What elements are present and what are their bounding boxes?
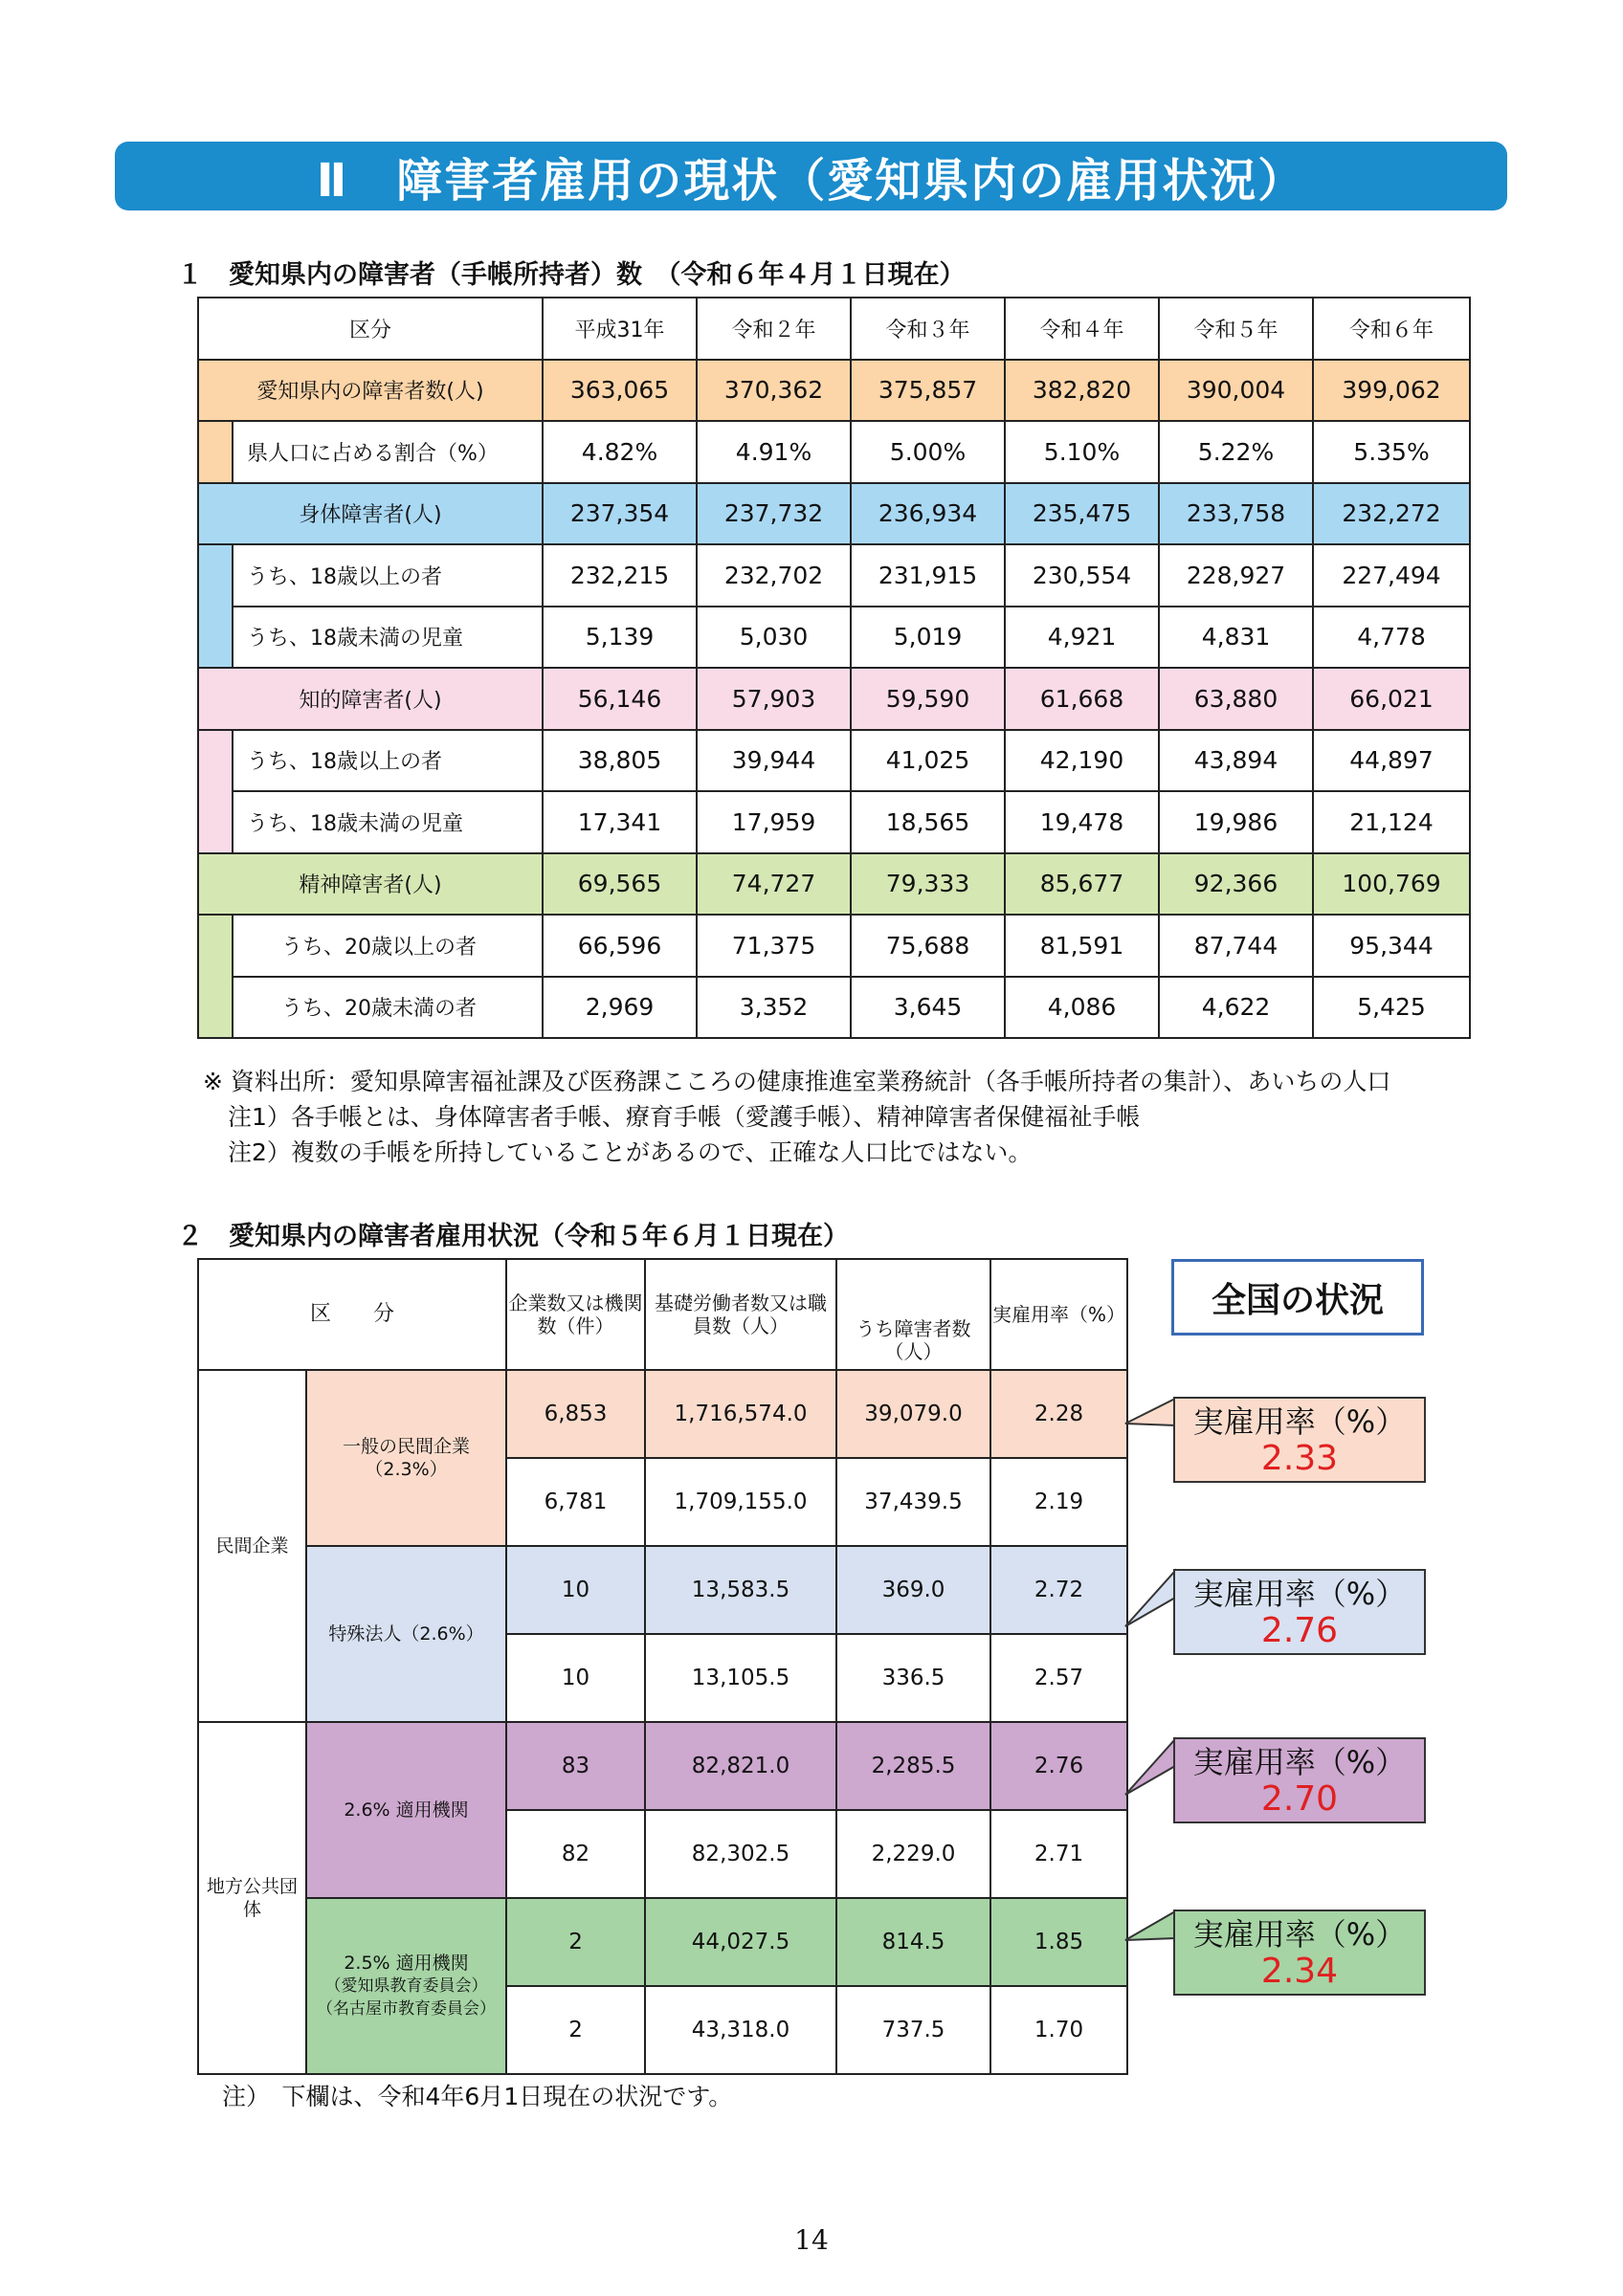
header-count: 企業数又は機関数（件）	[506, 1259, 645, 1370]
table-row	[198, 1370, 1127, 1458]
row-label: うち、20歳以上の者	[233, 915, 543, 977]
cell: 2.76	[990, 1722, 1127, 1810]
table-row	[198, 607, 1470, 669]
category-sub1: （愛知県教育委員会）	[324, 1976, 488, 1996]
cell: 19,986	[1159, 791, 1313, 853]
row-label: うち、20歳未満の者	[233, 977, 543, 1039]
category-label: 一般の民間企業（2.3%）	[306, 1370, 506, 1546]
cell: 95,344	[1313, 915, 1470, 977]
callout-value: 2.33	[1260, 1439, 1339, 1478]
section-banner	[115, 142, 1507, 210]
table-row	[198, 421, 1470, 483]
table-row	[198, 544, 1470, 607]
cell: 230,554	[1005, 544, 1159, 607]
row-label: うち、18歳以上の者	[233, 730, 543, 792]
cell: 1,709,155.0	[645, 1458, 836, 1546]
cell: 228,927	[1159, 544, 1313, 607]
disabled-count-table	[197, 297, 1471, 1039]
cell: 21,124	[1313, 791, 1470, 853]
header-category: 区 分	[198, 1259, 506, 1370]
cell: 63,880	[1159, 668, 1313, 730]
header-year: 令和５年	[1159, 298, 1313, 360]
callout-label: 実雇用率（%）	[1192, 1916, 1407, 1953]
section2-title: ２ 愛知県内の障害者雇用状況（令和５年６月１日現在）	[177, 1222, 849, 1251]
cell: 2,285.5	[836, 1722, 990, 1810]
cell: 2.71	[990, 1810, 1127, 1898]
cell: 814.5	[836, 1898, 990, 1986]
cell: 19,478	[1005, 791, 1159, 853]
national-rate-callout-private	[1173, 1397, 1426, 1483]
cell: 1,716,574.0	[645, 1370, 836, 1458]
category-label: 特殊法人（2.6%）	[306, 1546, 506, 1722]
row-label: 県人口に占める割合（%）	[233, 421, 543, 483]
table-row	[198, 791, 1470, 853]
cell: 59,590	[851, 668, 1005, 730]
cell: 6,853	[506, 1370, 645, 1458]
cell: 83	[506, 1722, 645, 1810]
cell: 232,215	[543, 544, 697, 607]
table-row	[198, 668, 1470, 730]
cell: 235,475	[1005, 483, 1159, 545]
national-status-title: 全国の状況	[1171, 1259, 1424, 1336]
cell: 232,272	[1313, 483, 1470, 545]
note-source: ※ 資料出所：愛知県障害福祉課及び医務課こころの健康推進室業務統計（各手帳所持者の集計）、あいちの人口	[203, 1068, 1391, 1095]
group-local: 地方公共団体	[198, 1722, 306, 2074]
header-rate: 実雇用率（%）	[990, 1259, 1127, 1370]
callout-value: 2.70	[1260, 1779, 1339, 1819]
cell: 42,190	[1005, 730, 1159, 792]
cell: 3,645	[851, 977, 1005, 1039]
national-rate-callout-special	[1173, 1569, 1426, 1655]
callout-label: 実雇用率（%）	[1192, 1744, 1407, 1780]
cell: 17,341	[543, 791, 697, 853]
cell: 37,439.5	[836, 1458, 990, 1546]
header-year: 平成31年	[543, 298, 697, 360]
row-label: 知的障害者(人)	[198, 668, 543, 730]
table-row	[198, 853, 1470, 916]
cell: 82,821.0	[645, 1722, 836, 1810]
category-sub2: （名古屋市教育委員会）	[317, 1999, 496, 2019]
cell: 2.19	[990, 1458, 1127, 1546]
cell: 13,105.5	[645, 1634, 836, 1722]
cell: 41,025	[851, 730, 1005, 792]
cell: 87,744	[1159, 915, 1313, 977]
cell: 1.85	[990, 1898, 1127, 1986]
cell: 3,352	[697, 977, 851, 1039]
national-rate-callout-25	[1173, 1910, 1426, 1996]
row-label: うち、18歳未満の児童	[233, 791, 543, 853]
cell: 2.57	[990, 1634, 1127, 1722]
group-bar	[198, 915, 233, 977]
table-row	[198, 977, 1470, 1039]
cell: 1.70	[990, 1986, 1127, 2074]
cell: 4.91%	[697, 421, 851, 483]
group-bar	[198, 421, 233, 483]
section1-notes	[203, 1064, 1390, 1170]
note-2: 注2）複数の手帳を所持していることがあるので、正確な人口比ではない。	[228, 1138, 1033, 1166]
category-label: 2.5% 適用機関	[344, 1953, 469, 1974]
note-1: 注1）各手帳とは、身体障害者手帳、療育手帳（愛護手帳）、精神障害者保健福祉手帳	[228, 1103, 1141, 1131]
cell: 85,677	[1005, 853, 1159, 916]
cell: 237,354	[543, 483, 697, 545]
cell: 82,302.5	[645, 1810, 836, 1898]
group-bar	[198, 977, 233, 1039]
category-label-education	[306, 1898, 506, 2074]
cell: 370,362	[697, 360, 851, 422]
table-row	[198, 730, 1470, 792]
table-row	[198, 1722, 1127, 1810]
cell: 57,903	[697, 668, 851, 730]
cell: 5,425	[1313, 977, 1470, 1039]
cell: 44,897	[1313, 730, 1470, 792]
table-header-row	[198, 1259, 1127, 1370]
callout-value: 2.76	[1260, 1611, 1339, 1650]
callout-pointer	[1122, 1569, 1179, 1607]
section1-title: １ 愛知県内の障害者（手帳所持者）数 （令和６年４月１日現在）	[177, 260, 966, 290]
group-bar	[198, 607, 233, 669]
header-year: 令和６年	[1313, 298, 1470, 360]
cell: 61,668	[1005, 668, 1159, 730]
table-row	[198, 1898, 1127, 1986]
cell: 5,030	[697, 607, 851, 669]
cell: 44,027.5	[645, 1898, 836, 1986]
group-bar	[198, 544, 233, 607]
header-year: 令和２年	[697, 298, 851, 360]
cell: 75,688	[851, 915, 1005, 977]
cell: 399,062	[1313, 360, 1470, 422]
cell: 100,769	[1313, 853, 1470, 916]
cell: 4.82%	[543, 421, 697, 483]
callout-pointer	[1122, 1397, 1179, 1435]
cell: 79,333	[851, 853, 1005, 916]
cell: 4,831	[1159, 607, 1313, 669]
cell: 56,146	[543, 668, 697, 730]
page-number: 14	[794, 2224, 829, 2256]
table-row	[198, 483, 1470, 545]
cell: 6,781	[506, 1458, 645, 1546]
cell: 227,494	[1313, 544, 1470, 607]
group-bar	[198, 730, 233, 792]
cell: 5,019	[851, 607, 1005, 669]
row-label: うち、18歳以上の者	[233, 544, 543, 607]
cell: 237,732	[697, 483, 851, 545]
group-private: 民間企業	[198, 1370, 306, 1722]
cell: 39,944	[697, 730, 851, 792]
cell: 71,375	[697, 915, 851, 977]
cell: 336.5	[836, 1634, 990, 1722]
cell: 17,959	[697, 791, 851, 853]
cell: 390,004	[1159, 360, 1313, 422]
cell: 2	[506, 1898, 645, 1986]
table-row	[198, 1546, 1127, 1634]
cell: 66,596	[543, 915, 697, 977]
cell: 38,805	[543, 730, 697, 792]
header-disabled	[836, 1259, 990, 1370]
table-row	[198, 360, 1470, 422]
cell: 233,758	[1159, 483, 1313, 545]
cell: 5.35%	[1313, 421, 1470, 483]
header-year: 令和３年	[851, 298, 1005, 360]
callout-pointer	[1122, 1910, 1179, 1948]
row-label: うち、18歳未満の児童	[233, 607, 543, 669]
cell: 5.00%	[851, 421, 1005, 483]
row-label: 身体障害者(人)	[198, 483, 543, 545]
cell: 10	[506, 1546, 645, 1634]
cell: 4,778	[1313, 607, 1470, 669]
cell: 737.5	[836, 1986, 990, 2074]
cell: 2	[506, 1986, 645, 2074]
cell: 92,366	[1159, 853, 1313, 916]
cell: 10	[506, 1634, 645, 1722]
cell: 39,079.0	[836, 1370, 990, 1458]
group-bar	[198, 791, 233, 853]
cell: 81,591	[1005, 915, 1159, 977]
callout-value: 2.34	[1260, 1952, 1339, 1991]
employment-table	[197, 1258, 1128, 2075]
cell: 375,857	[851, 360, 1005, 422]
section2-footnote: 注） 下欄は、令和4年6月1日現在の状況です。	[222, 2083, 733, 2110]
row-label: 愛知県内の障害者数(人)	[198, 360, 543, 422]
callout-label: 実雇用率（%）	[1192, 1403, 1407, 1440]
banner-title: Ⅱ 障害者雇用の現状（愛知県内の雇用状況）	[316, 153, 1306, 208]
cell: 5,139	[543, 607, 697, 669]
cell: 18,565	[851, 791, 1005, 853]
header-year: 令和４年	[1005, 298, 1159, 360]
cell: 5.22%	[1159, 421, 1313, 483]
cell: 2.72	[990, 1546, 1127, 1634]
cell: 382,820	[1005, 360, 1159, 422]
cell: 69,565	[543, 853, 697, 916]
cell: 2,969	[543, 977, 697, 1039]
cell: 369.0	[836, 1546, 990, 1634]
cell: 4,086	[1005, 977, 1159, 1039]
cell: 4,921	[1005, 607, 1159, 669]
callout-label: 実雇用率（%）	[1192, 1576, 1407, 1612]
table-header-row	[198, 298, 1470, 360]
cell: 236,934	[851, 483, 1005, 545]
cell: 232,702	[697, 544, 851, 607]
header-disabled-label: うち障害者数（人）	[856, 1317, 971, 1363]
cell: 74,727	[697, 853, 851, 916]
cell: 231,915	[851, 544, 1005, 607]
table-row	[198, 915, 1470, 977]
cell: 4,622	[1159, 977, 1313, 1039]
cell: 43,894	[1159, 730, 1313, 792]
cell: 363,065	[543, 360, 697, 422]
cell: 2,229.0	[836, 1810, 990, 1898]
cell: 82	[506, 1810, 645, 1898]
national-rate-callout-26	[1173, 1737, 1426, 1823]
header-workers: 基礎労働者数又は職員数（人）	[645, 1259, 836, 1370]
cell: 5.10%	[1005, 421, 1159, 483]
row-label: 精神障害者(人)	[198, 853, 543, 916]
header-category: 区分	[198, 298, 543, 360]
cell: 43,318.0	[645, 1986, 836, 2074]
cell: 13,583.5	[645, 1546, 836, 1634]
cell: 2.28	[990, 1370, 1127, 1458]
category-label: 2.6% 適用機関	[306, 1722, 506, 1898]
cell: 66,021	[1313, 668, 1470, 730]
callout-pointer	[1122, 1737, 1179, 1776]
